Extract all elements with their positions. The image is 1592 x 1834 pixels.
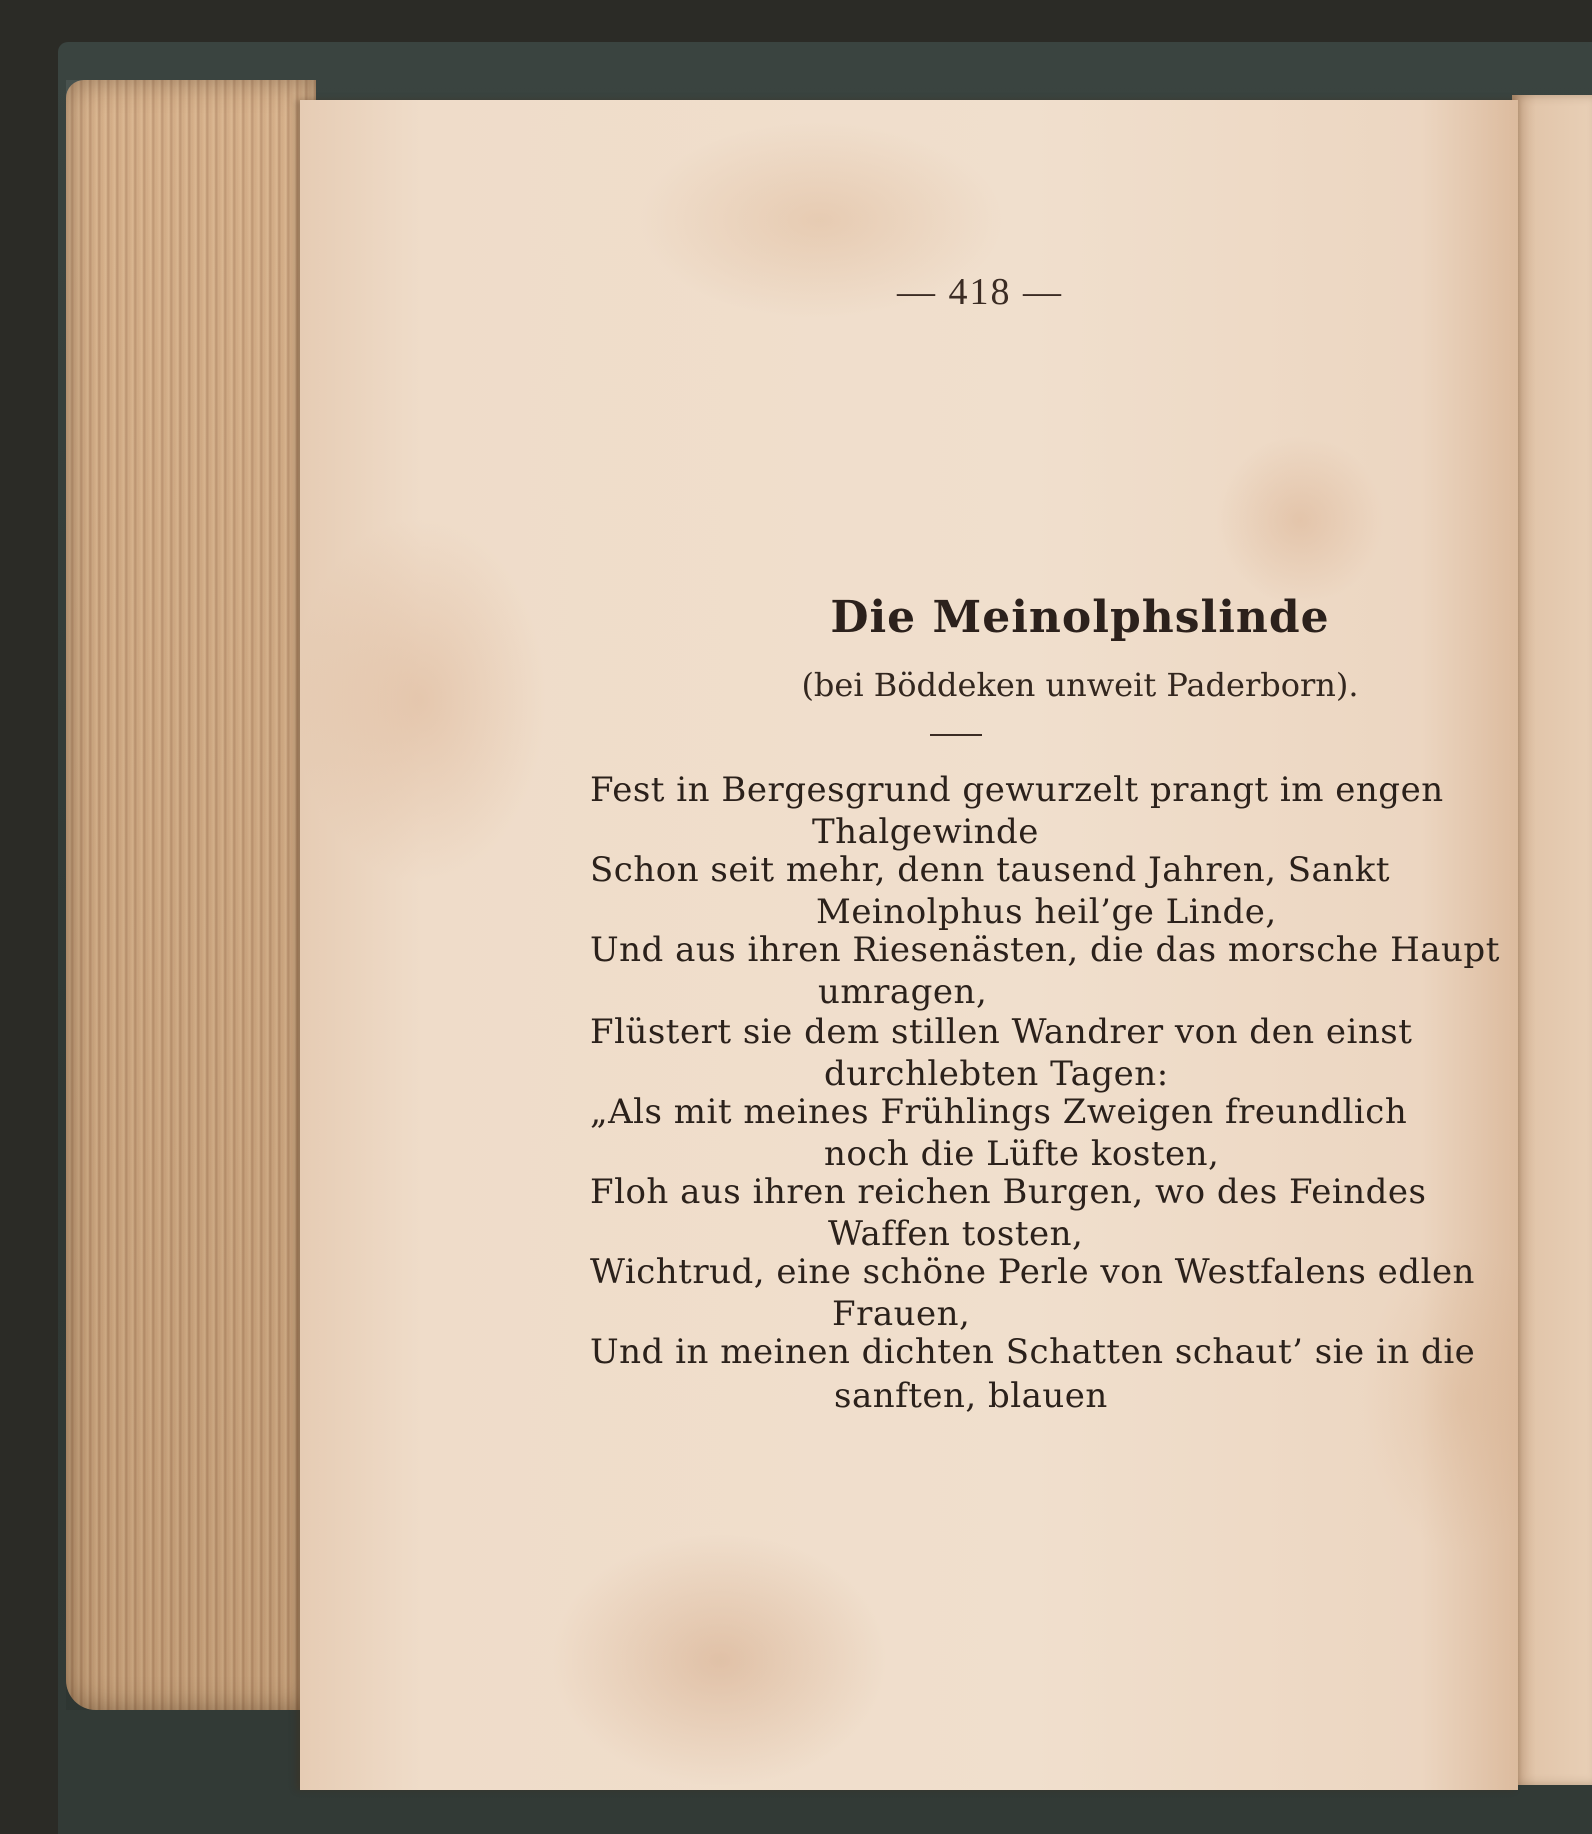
poem-line: Flüstert sie dem stillen Wandrer von den einst	[590, 1012, 1413, 1052]
poem-line: Wichtrud, eine schöne Perle von Westfalens edlen	[590, 1252, 1475, 1292]
poem-line: Fest in Bergesgrund gewurzelt prangt im engen	[590, 770, 1444, 810]
poem-line-continuation: Frauen,	[832, 1294, 971, 1334]
page-edges	[66, 80, 316, 1710]
book-page	[300, 100, 1518, 1790]
poem-line: Und aus ihren Riesenästen, die das morsche Haupt	[590, 930, 1500, 970]
poem-line: „Als mit meines Frühlings Zweigen freundlich	[590, 1092, 1408, 1132]
poem-title: Die Meinolphslinde	[830, 592, 1330, 643]
poem-line-continuation: durchlebten Tagen:	[824, 1054, 1169, 1094]
poem-line-continuation: umragen,	[818, 972, 988, 1012]
poem-line-continuation: Thalgewinde	[812, 812, 1039, 852]
poem-line-continuation: noch die Lüfte kosten,	[824, 1134, 1220, 1174]
poem-line: Floh aus ihren reichen Burgen, wo des Feindes	[590, 1172, 1427, 1212]
page-number: — 418 —	[897, 271, 1063, 313]
poem-line: Schon seit mehr, denn tausend Jahren, Sankt	[590, 850, 1390, 890]
poem-line-continuation: Waffen tosten,	[828, 1214, 1084, 1254]
poem-line: Und in meinen dichten Schatten schaut’ sie in die	[590, 1332, 1476, 1372]
poem-subtitle: (bei Böddeken unweit Paderborn).	[801, 666, 1359, 704]
poem-body	[300, 100, 1518, 1790]
poem-line-continuation: sanften, blauen	[834, 1376, 1108, 1416]
next-page-edge	[1512, 95, 1592, 1785]
poem-line-continuation: Meinolphus heil’ge Linde,	[816, 892, 1277, 932]
